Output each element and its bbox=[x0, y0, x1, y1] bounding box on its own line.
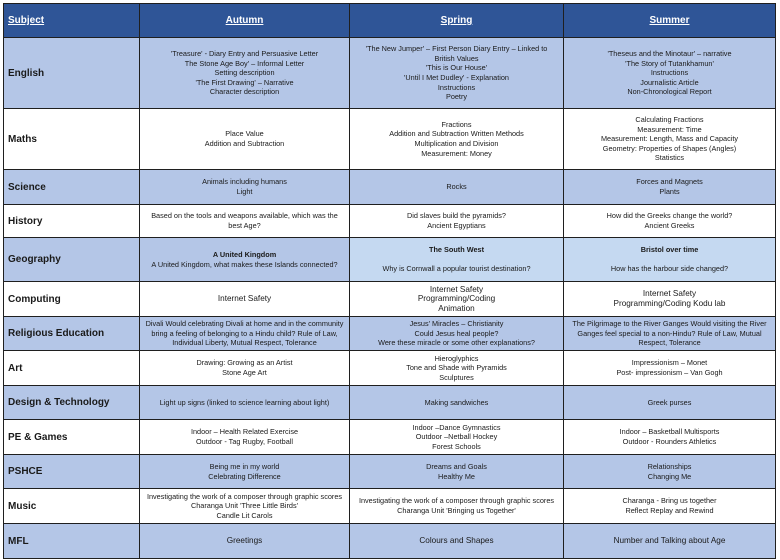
cell-line: Forces and Magnets bbox=[636, 177, 703, 187]
cell-line: Healthy Me bbox=[438, 471, 475, 481]
subject-cell: Maths bbox=[4, 109, 140, 170]
summer-cell bbox=[564, 455, 776, 489]
subject-cell: Computing bbox=[4, 282, 140, 317]
cell-line: Did slaves build the pyramids? bbox=[407, 211, 506, 221]
topic-title: A United Kingdom bbox=[212, 249, 277, 259]
subject-cell: Religious Education bbox=[4, 317, 140, 351]
autumn-cell bbox=[140, 455, 350, 489]
autumn-cell bbox=[140, 282, 350, 317]
summer-cell bbox=[564, 524, 776, 559]
header-subject: Subject bbox=[4, 4, 140, 38]
cell-line: British Values bbox=[434, 53, 479, 63]
cell-line: Light bbox=[236, 187, 253, 196]
autumn-cell bbox=[140, 38, 350, 109]
cell-line: Celebrating Difference bbox=[208, 471, 281, 481]
subject-cell: PE & Games bbox=[4, 420, 140, 455]
cell-line: Tone and Shade with Pyramids bbox=[406, 363, 507, 373]
cell-line: Measurement: Length, Mass and Capacity bbox=[600, 134, 739, 144]
autumn-cell bbox=[140, 205, 350, 238]
summer-cell bbox=[564, 489, 776, 524]
cell-line: Programming/Coding bbox=[417, 294, 496, 304]
subject-cell: MFL bbox=[4, 524, 140, 559]
autumn-cell bbox=[140, 351, 350, 386]
cell-line: Instructions bbox=[437, 82, 476, 92]
table-row bbox=[4, 38, 776, 109]
cell-line: 'The New Jumper' – First Person Diary Entry – Linked to bbox=[365, 44, 548, 54]
cell-line: Calculating Fractions bbox=[635, 115, 704, 125]
cell-line: Forest Schools bbox=[432, 441, 481, 451]
cell-line: Investigating the work of a composer through graphic scores bbox=[146, 491, 343, 501]
cell-line: Were these miracle or some other explanations? bbox=[378, 338, 535, 348]
subject-cell: Design & Technology bbox=[4, 386, 140, 420]
cell-line: Measurement: Money bbox=[421, 148, 492, 158]
header-autumn: Autumn bbox=[140, 4, 350, 38]
autumn-cell bbox=[140, 524, 350, 559]
cell-line: How did the Greeks change the world? bbox=[606, 211, 733, 221]
cell-line: Number and Talking about Age bbox=[613, 536, 726, 546]
cell-line: Changing Me bbox=[647, 471, 692, 481]
cell-line: Internet Safety bbox=[642, 289, 697, 299]
autumn-cell bbox=[140, 386, 350, 420]
cell-line: Candle Lit Carols bbox=[216, 510, 273, 520]
spring-cell bbox=[350, 38, 564, 109]
summer-cell bbox=[564, 170, 776, 205]
cell-line: Setting description bbox=[214, 68, 275, 78]
summer-cell bbox=[564, 282, 776, 317]
cell-line: 'This is Our House' bbox=[425, 63, 488, 73]
cell-line: Stone Age Art bbox=[222, 368, 267, 377]
table-row bbox=[4, 317, 776, 351]
cell-line: Multiplication and Division bbox=[414, 139, 499, 148]
curriculum-table bbox=[3, 3, 776, 559]
cell-line: Non-Chronological Report bbox=[627, 87, 712, 97]
cell-line: Being me in my world bbox=[209, 461, 280, 471]
cell-line: Ancient Egyptians bbox=[427, 221, 486, 230]
subject-cell: Geography bbox=[4, 238, 140, 282]
cell-line: Making sandwiches bbox=[424, 397, 489, 407]
autumn-cell bbox=[140, 238, 350, 282]
cell-line: Statistics bbox=[654, 153, 685, 163]
summer-cell bbox=[564, 420, 776, 455]
autumn-cell bbox=[140, 420, 350, 455]
subject-cell: History bbox=[4, 205, 140, 238]
table-row bbox=[4, 351, 776, 386]
header-row bbox=[4, 4, 776, 38]
cell-line: Geometry: Properties of Shapes (Angles) bbox=[602, 143, 737, 153]
cell-line: Character description bbox=[209, 87, 280, 97]
cell-line: Plants bbox=[659, 187, 680, 196]
cell-line: Hieroglyphics bbox=[434, 353, 479, 363]
subject-cell: Science bbox=[4, 170, 140, 205]
summer-cell bbox=[564, 205, 776, 238]
cell-line: Indoor – Basketball Multisports bbox=[619, 427, 720, 437]
spring-cell bbox=[350, 420, 564, 455]
cell-line: Measurement: Time bbox=[637, 124, 702, 134]
cell-line: Light up signs (linked to science learning about light) bbox=[159, 397, 330, 407]
spring-cell bbox=[350, 455, 564, 489]
table-row bbox=[4, 386, 776, 420]
header-summer: Summer bbox=[564, 4, 776, 38]
cell-line: Indoor –Dance Gymnastics bbox=[412, 422, 501, 432]
cell-line: 'Treasure' - Diary Entry and Persuasive Letter bbox=[170, 49, 319, 59]
cell-line: 'The Story of Tutankhamun' bbox=[625, 58, 714, 68]
spring-cell bbox=[350, 282, 564, 317]
subject-cell: English bbox=[4, 38, 140, 109]
cell-line: Post- impressionism – Van Gogh bbox=[616, 368, 723, 377]
cell-line: Animation bbox=[438, 303, 475, 313]
table-row bbox=[4, 420, 776, 455]
summer-cell bbox=[564, 317, 776, 351]
summer-cell bbox=[564, 238, 776, 282]
autumn-cell bbox=[140, 489, 350, 524]
cell-line: Investigating the work of a composer through graphic scores bbox=[358, 496, 555, 506]
table-row bbox=[4, 489, 776, 524]
cell-line: Drawing: Growing as an Artist bbox=[196, 358, 293, 368]
table-row bbox=[4, 109, 776, 170]
cell-line: Poetry bbox=[445, 92, 468, 102]
cell-line: Sculptures bbox=[439, 372, 474, 382]
summer-cell bbox=[564, 351, 776, 386]
cell-line: Charanga Unit 'Three Little Birds' bbox=[190, 501, 299, 511]
cell-line: 'Until I Met Dudley' - Explanation bbox=[404, 73, 509, 82]
cell-line: Divali Would celebrating Divali at home and in the community bring a feeling of belonging to a Hindu child? Rule of Law, Individual Liberty, Mutual Respect, Tolerance bbox=[145, 319, 344, 348]
cell-line: Outdoor - Rounders Athletics bbox=[622, 437, 717, 446]
cell-line: Instructions bbox=[650, 68, 689, 78]
cell-line: Could Jesus heal people? bbox=[414, 328, 499, 338]
summer-cell bbox=[564, 386, 776, 420]
summer-cell bbox=[564, 109, 776, 170]
cell-line: Animals including humans bbox=[202, 177, 287, 187]
cell-line: Reflect Replay and Rewind bbox=[625, 506, 714, 515]
spring-cell bbox=[350, 238, 564, 282]
table-row bbox=[4, 238, 776, 282]
table-row bbox=[4, 282, 776, 317]
cell-line: How has the harbour side changed? bbox=[610, 264, 729, 273]
cell-line: Based on the tools and weapons available, which was the best Age? bbox=[151, 211, 338, 230]
cell-line: The Stone Age Boy' – Informal Letter bbox=[184, 58, 305, 68]
table-row bbox=[4, 205, 776, 238]
table-row bbox=[4, 170, 776, 205]
autumn-cell bbox=[140, 170, 350, 205]
cell-line: Charanga - Bring us together bbox=[622, 496, 717, 506]
header-spring: Spring bbox=[350, 4, 564, 38]
cell-line: Rocks bbox=[446, 182, 467, 192]
spring-cell bbox=[350, 351, 564, 386]
spring-cell bbox=[350, 205, 564, 238]
spring-cell bbox=[350, 170, 564, 205]
subject-cell: Music bbox=[4, 489, 140, 524]
spring-cell bbox=[350, 524, 564, 559]
cell-line: Ancient Greeks bbox=[644, 221, 695, 230]
table-row bbox=[4, 455, 776, 489]
cell-line: Jesus' Miracles – Christianity bbox=[409, 319, 504, 329]
cell-line: Internet Safety bbox=[217, 294, 272, 304]
cell-line: 'Theseus and the Minotaur' – narrative bbox=[607, 49, 732, 59]
subject-cell: Art bbox=[4, 351, 140, 386]
cell-line: Place Value bbox=[225, 129, 264, 139]
autumn-cell bbox=[140, 109, 350, 170]
spring-cell bbox=[350, 317, 564, 351]
cell-line: A United Kingdom, what makes these Islands connected? bbox=[151, 259, 338, 269]
topic-title: Bristol over time bbox=[640, 245, 699, 255]
cell-line: Addition and Subtraction bbox=[204, 139, 285, 148]
autumn-cell bbox=[140, 317, 350, 351]
spring-cell bbox=[350, 109, 564, 170]
spring-cell bbox=[350, 386, 564, 420]
cell-line: Relationships bbox=[647, 461, 692, 471]
cell-line: Colours and Shapes bbox=[419, 536, 494, 546]
cell-line: Addition and Subtraction Written Methods bbox=[389, 129, 524, 139]
cell-line: Dreams and Goals bbox=[426, 461, 487, 471]
cell-line: Why is Cornwall a popular tourist destination? bbox=[382, 264, 531, 273]
topic-title: The South West bbox=[429, 245, 484, 255]
cell-line: Charanga Unit 'Bringing us Together' bbox=[397, 506, 516, 515]
cell-line: Indoor – Health Related Exercise bbox=[190, 427, 299, 437]
cell-line: Internet Safety bbox=[429, 284, 484, 294]
cell-line: Fractions bbox=[441, 119, 472, 129]
cell-line: Impressionism – Monet bbox=[631, 358, 708, 368]
cell-line: 'The First Drawing' – Narrative bbox=[195, 77, 294, 87]
cell-line: Greetings bbox=[226, 536, 263, 546]
subject-cell: PSHCE bbox=[4, 455, 140, 489]
table-row bbox=[4, 524, 776, 559]
cell-line: Outdoor - Tag Rugby, Football bbox=[195, 437, 294, 446]
cell-line: Programming/Coding Kodu lab bbox=[613, 299, 726, 308]
summer-cell bbox=[564, 38, 776, 109]
cell-line: Greek purses bbox=[647, 397, 692, 407]
cell-line: The Pilgrimage to the River Ganges Would visiting the River Ganges feel special to a non-Hindu? Rule of Law, Mutual Respect, Tolerance bbox=[572, 319, 767, 348]
cell-line: Outdoor –Netball Hockey bbox=[415, 432, 498, 442]
cell-line: Journalistic Article bbox=[640, 77, 699, 87]
spring-cell bbox=[350, 489, 564, 524]
